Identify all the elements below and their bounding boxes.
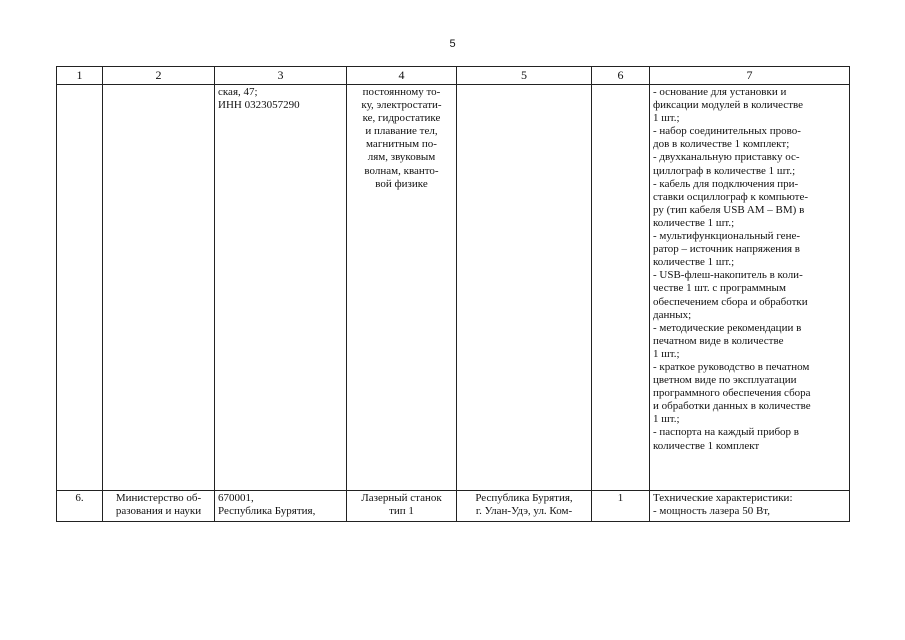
cell-text-line: - паспорта на каждый прибор в — [653, 426, 799, 439]
cell-text-line: Министерство об- — [115, 492, 202, 504]
cell-text-line: ратор – источник напряжения в — [653, 243, 800, 256]
page-number: 5 — [449, 38, 456, 50]
header-col-6: 6 — [592, 67, 650, 85]
cell-number — [57, 85, 103, 491]
cell-text-line: Технические характеристики: — [653, 492, 793, 504]
cell-text-line: и обработки данных в количестве — [653, 400, 811, 413]
cell-text-line: 670001, — [218, 492, 254, 504]
cell-text-line: Лазерный станок — [361, 492, 442, 504]
cell-text-line: количестве 1 комплект — [653, 439, 760, 452]
cell-specifications — [650, 85, 850, 491]
cell-text-line: разования и науки — [115, 505, 202, 518]
cell-text-line: ку, электростати- — [361, 99, 442, 112]
cell-text-line: ская, 47; — [218, 86, 258, 98]
cell-organization — [103, 491, 215, 522]
cell-text-line: печатном виде в количестве — [653, 334, 784, 347]
header-row — [57, 67, 850, 85]
header-col-3: 3 — [215, 67, 347, 85]
cell-text-line: Республика Бурятия, — [475, 492, 573, 504]
cell-text-line: магнитным по- — [366, 138, 437, 151]
cell-text-line: ставки осциллограф к компьюте- — [653, 190, 809, 203]
cell-text-line: и плавание тел, — [365, 125, 438, 138]
cell-text-line: 1 шт.; — [653, 112, 680, 125]
cell-text-line: - двухканальную приставку ос- — [653, 151, 800, 164]
cell-quantity — [592, 491, 650, 522]
cell-text-line: количестве 1 шт.; — [653, 216, 735, 229]
cell-text-line: программного обеспечения сбора — [653, 387, 811, 400]
table-row — [57, 491, 850, 522]
cell-text-line: 1 — [617, 492, 624, 504]
cell-text-line: - набор соединительных прово- — [653, 125, 801, 138]
cell-text-line: ке, гидростатике — [362, 112, 441, 125]
cell-text-line: ру (тип кабеля USB AM – BM) в — [653, 203, 805, 216]
cell-text-line: Республика Бурятия, — [218, 505, 316, 518]
cell-text-line: - основание для установки и — [653, 86, 787, 98]
cell-text-line: честве 1 шт. с программным — [653, 282, 786, 295]
cell-text-line: - мощность лазера 50 Вт, — [653, 505, 771, 518]
cell-text-line: количестве 1 шт.; — [653, 256, 735, 269]
header-col-5: 5 — [457, 67, 592, 85]
cell-number — [57, 491, 103, 522]
cell-text-line: - кабель для подключения при- — [653, 177, 799, 190]
cell-text-line: 6. — [75, 492, 84, 504]
header-col-4: 4 — [347, 67, 457, 85]
header-col-2: 2 — [103, 67, 215, 85]
cell-text-line: обеспечением сбора и обработки — [653, 295, 808, 308]
cell-text-line: - USB-флеш-накопитель в коли- — [653, 269, 803, 282]
cell-text-line: 1 шт.; — [653, 413, 680, 426]
cell-text-line: г. Улан-Удэ, ул. Ком- — [475, 505, 573, 518]
cell-text-line: постоянному то- — [362, 86, 441, 98]
cell-text-line: цветном виде по эксплуатации — [653, 374, 797, 387]
cell-text-line: фиксации модулей в количестве — [653, 99, 804, 112]
cell-text-line: дов в количестве 1 комплект; — [653, 138, 790, 151]
cell-delivery-address — [457, 491, 592, 522]
cell-text-line: - мультифункциональный гене- — [653, 230, 800, 243]
cell-equipment — [347, 491, 457, 522]
specification-table — [56, 66, 850, 522]
cell-text-line: данных; — [653, 308, 692, 321]
cell-text-line: 1 шт.; — [653, 347, 680, 360]
cell-specifications — [650, 491, 850, 522]
cell-equipment — [347, 85, 457, 491]
cell-address — [215, 491, 347, 522]
cell-delivery-address — [457, 85, 592, 491]
cell-text-line: вой физике — [375, 177, 428, 190]
header-col-7: 7 — [650, 67, 850, 85]
cell-organization — [103, 85, 215, 491]
cell-text-line: ИНН 0323057290 — [218, 99, 300, 112]
cell-address — [215, 85, 347, 491]
cell-quantity — [592, 85, 650, 491]
cell-text-line: тип 1 — [389, 505, 414, 518]
cell-text-line: лям, звуковым — [367, 151, 436, 164]
header-col-1: 1 — [57, 67, 103, 85]
cell-text-line: циллограф в количестве 1 шт.; — [653, 164, 796, 177]
cell-text-line: - краткое руководство в печатном — [653, 360, 810, 373]
cell-text-line: - методические рекомендации в — [653, 321, 802, 334]
cell-text-line: волнам, кванто- — [364, 164, 439, 177]
table-row — [57, 85, 850, 491]
